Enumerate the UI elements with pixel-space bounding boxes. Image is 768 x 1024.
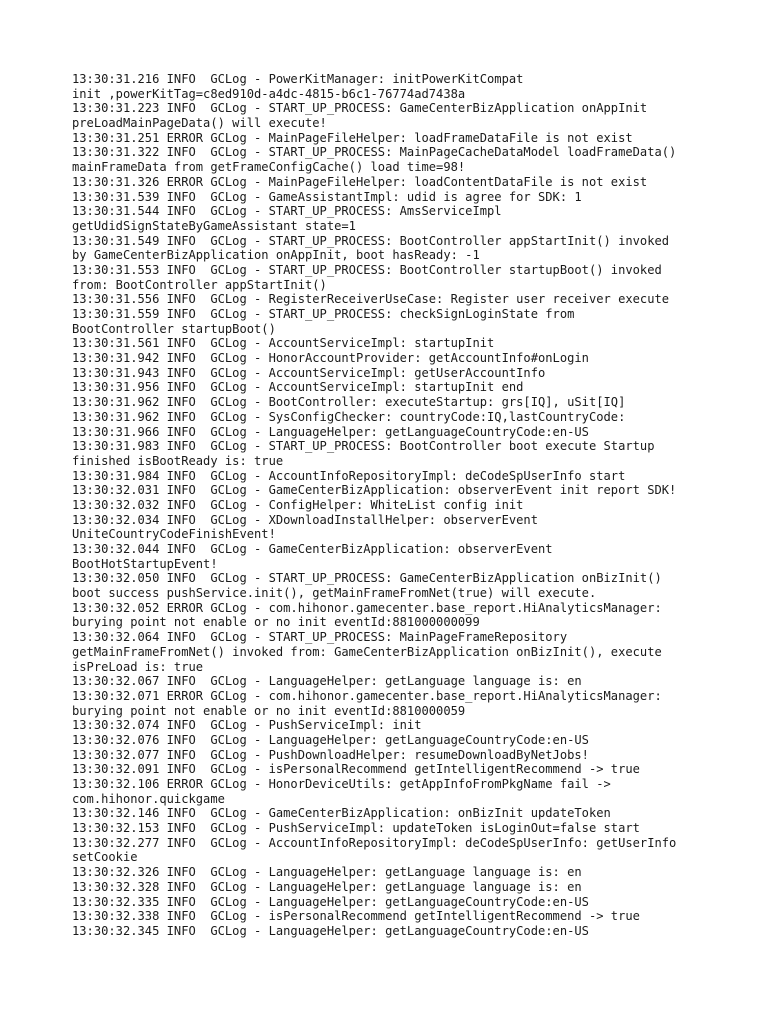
log-line: 13:30:32.034 INFO GCLog - XDownloadInstallHelper: observerEvent — [72, 512, 538, 527]
log-line: 13:30:31.216 INFO GCLog - PowerKitManager: initPowerKitCompat — [72, 72, 524, 86]
log-line: 13:30:32.064 INFO GCLog - START_UP_PROCESS: MainPageFrameRepository — [72, 630, 568, 645]
log-line: 13:30:32.345 INFO GCLog - LanguageHelper: getLanguageCountryCode:en-US — [72, 923, 589, 938]
log-line: burying point not enable or no init eventId:881000000099 — [72, 615, 480, 630]
log-line: 13:30:31.322 INFO GCLog - START_UP_PROCESS: MainPageCacheDataModel loadFrameData() — [72, 145, 677, 160]
log-line: 13:30:32.153 INFO GCLog - PushServiceImpl: updateToken isLoginOut=false start — [72, 821, 640, 836]
log-line: 13:30:32.106 ERROR GCLog - HonorDeviceUtils: getAppInfoFromPkgName fail -> — [72, 777, 611, 791]
log-line: 13:30:31.962 INFO GCLog - BootController: executeStartup: grs[IQ], uSit[IQ] — [72, 395, 626, 410]
log-line: 13:30:32.076 INFO GCLog - LanguageHelper: getLanguageCountryCode:en-US — [72, 732, 589, 747]
log-line: BootHotStartupEvent! — [72, 556, 218, 571]
log-line: 13:30:32.338 INFO GCLog - isPersonalRecommend getIntelligentRecommend -> true — [72, 909, 640, 924]
log-line: preLoadMainPageData() will execute! — [72, 116, 327, 131]
log-line: 13:30:31.544 INFO GCLog - START_UP_PROCESS: AmsServiceImpl — [72, 204, 502, 219]
log-line: burying point not enable or no init eventId:8810000059 — [72, 703, 466, 718]
log-line: 13:30:32.044 INFO GCLog - GameCenterBizApplication: observerEvent — [72, 542, 553, 556]
log-line: by GameCenterBizApplication onAppInit, boot hasReady: -1 — [72, 248, 480, 263]
log-line: finished isBootReady is: true — [72, 453, 284, 468]
log-line: 13:30:31.549 INFO GCLog - START_UP_PROCESS: BootController appStartInit() invoked — [72, 233, 670, 248]
log-line: 13:30:31.251 ERROR GCLog - MainPageFileHelper: loadFrameDataFile is not exist — [72, 130, 633, 145]
log-line: 13:30:32.335 INFO GCLog - LanguageHelper: getLanguageCountryCode:en-US — [72, 894, 589, 909]
log-line: mainFrameData from getFrameConfigCache() load time=98! — [72, 160, 466, 175]
log-line: BootController startupBoot() — [72, 321, 276, 336]
log-line: 13:30:32.146 INFO GCLog - GameCenterBizApplication: onBizInit updateToken — [72, 806, 611, 821]
log-line: 13:30:32.091 INFO GCLog - isPersonalRecommend getIntelligentRecommend -> true — [72, 762, 640, 777]
log-line: 13:30:31.326 ERROR GCLog - MainPageFileHelper: loadContentDataFile is not exist — [72, 174, 648, 189]
log-line: isPreLoad is: true — [72, 659, 204, 674]
log-line: init ,powerKitTag=c8ed910d-a4dc-4815-b6c1-76774ad7438a — [72, 86, 466, 101]
log-line: 13:30:32.067 INFO GCLog - LanguageHelper: getLanguage language is: en — [72, 674, 582, 689]
log-line: 13:30:31.962 INFO GCLog - SysConfigChecker: countryCode:IQ,lastCountryCode: — [72, 409, 626, 424]
log-line: 13:30:31.966 INFO GCLog - LanguageHelper: getLanguageCountryCode:en-US — [72, 424, 589, 439]
log-line: 13:30:31.553 INFO GCLog - START_UP_PROCESS: BootController startupBoot() invoked — [72, 262, 662, 277]
log-text — [72, 72, 702, 939]
log-line: 13:30:32.050 INFO GCLog - START_UP_PROCESS: GameCenterBizApplication onBizInit() — [72, 571, 662, 586]
log-line: from: BootController appStartInit() — [72, 277, 327, 292]
log-line: 13:30:31.561 INFO GCLog - AccountServiceImpl: startupInit — [72, 336, 495, 351]
log-line: 13:30:31.559 INFO GCLog - START_UP_PROCESS: checkSignLoginState from — [72, 307, 575, 321]
log-line: 13:30:32.328 INFO GCLog - LanguageHelper: getLanguage language is: en — [72, 879, 582, 894]
log-line: 13:30:32.032 INFO GCLog - ConfigHelper: WhiteList config init — [72, 497, 524, 512]
log-line: 13:30:31.956 INFO GCLog - AccountServiceImpl: startupInit end — [72, 380, 524, 395]
log-line: 13:30:31.942 INFO GCLog - HonorAccountProvider: getAccountInfo#onLogin — [72, 351, 589, 366]
log-line: 13:30:31.943 INFO GCLog - AccountServiceImpl: getUserAccountInfo — [72, 365, 546, 380]
log-line: 13:30:32.277 INFO GCLog - AccountInfoRepositoryImpl: deCodeSpUserInfo: getUserInfo — [72, 835, 677, 850]
log-line: 13:30:32.074 INFO GCLog - PushServiceImpl: init — [72, 718, 422, 733]
log-document — [72, 72, 702, 952]
log-line: getUdidSignStateByGameAssistant state=1 — [72, 218, 356, 233]
log-line: setCookie — [72, 850, 138, 865]
log-line: 13:30:32.052 ERROR GCLog - com.hihonor.gamecenter.base_report.HiAnalyticsManager: — [72, 600, 662, 615]
log-line: 13:30:32.326 INFO GCLog - LanguageHelper: getLanguage language is: en — [72, 865, 582, 880]
log-line: 13:30:32.031 INFO GCLog - GameCenterBizApplication: observerEvent init report SDK! — [72, 483, 677, 498]
log-line: UniteCountryCodeFinishEvent! — [72, 527, 276, 542]
log-line: 13:30:31.539 INFO GCLog - GameAssistantImpl: udid is agree for SDK: 1 — [72, 189, 582, 204]
log-line: com.hihonor.quickgame — [72, 791, 225, 806]
log-line: boot success pushService.init(), getMainFrameFromNet(true) will execute. — [72, 586, 597, 601]
log-line: 13:30:32.071 ERROR GCLog - com.hihonor.gamecenter.base_report.HiAnalyticsManager: — [72, 688, 662, 703]
log-line: 13:30:31.556 INFO GCLog - RegisterReceiverUseCase: Register user receiver execute — [72, 292, 670, 307]
log-line: getMainFrameFromNet() invoked from: GameCenterBizApplication onBizInit(), execute — [72, 644, 662, 659]
log-line: 13:30:31.223 INFO GCLog - START_UP_PROCESS: GameCenterBizApplication onAppInit — [72, 101, 648, 116]
log-line: 13:30:31.984 INFO GCLog - AccountInfoRepositoryImpl: deCodeSpUserInfo start — [72, 468, 626, 483]
log-line: 13:30:31.983 INFO GCLog - START_UP_PROCESS: BootController boot execute Startup — [72, 439, 655, 454]
log-line: 13:30:32.077 INFO GCLog - PushDownloadHelper: resumeDownloadByNetJobs! — [72, 747, 589, 762]
